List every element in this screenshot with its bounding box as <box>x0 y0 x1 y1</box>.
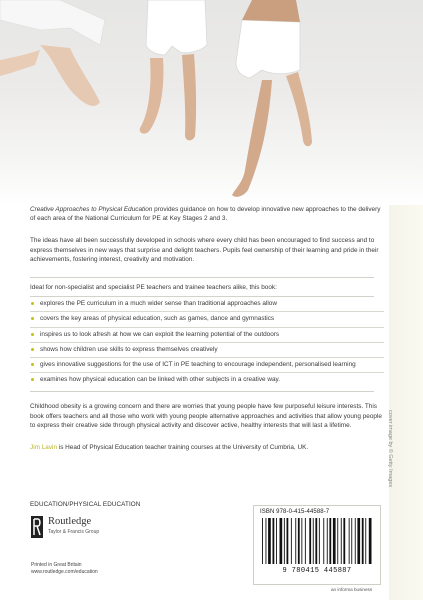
printed-line: Printed in Great Britain <box>31 562 82 568</box>
bullet-text: inspires us to look afresh at how we can exploit the learning potential of the outdoors <box>40 330 280 338</box>
author-bio-text: is Head of Physical Education teacher training courses at the University of Cumbria, UK. <box>57 444 309 452</box>
barcode-bar <box>329 518 331 564</box>
paragraph-2: The ideas have all been successfully developed in schools where every child has been encouraged to find success and to express themselves in new ways that surprise and delight teachers. Pupils feel ownership of their learning and pride in their achievements, fostering interest, creativity and motivation. <box>30 237 379 263</box>
publisher-group: Taylor & Francis Group <box>48 529 100 535</box>
divider <box>30 277 374 278</box>
back-cover-text <box>30 205 384 465</box>
barcode-bar <box>315 518 317 564</box>
barcode-bar <box>291 518 292 564</box>
publisher-name: Routledge <box>48 516 92 527</box>
publisher-logo <box>31 515 141 555</box>
barcode-bar <box>287 518 289 564</box>
barcode-bar <box>298 518 300 564</box>
barcode-bar <box>301 518 302 564</box>
intro-paragraph <box>30 205 384 223</box>
barcode-bar <box>262 518 263 564</box>
barcode-bar <box>327 518 328 564</box>
barcode-bar <box>343 518 345 564</box>
barcode-bar <box>362 518 364 564</box>
bullet-dot <box>31 317 34 320</box>
author-bio <box>30 443 384 452</box>
isbn-label: ISBN 978-0-415-44588-7 <box>260 509 330 515</box>
bullet-list <box>30 297 384 387</box>
barcode-bar <box>305 518 306 564</box>
barcode-bar <box>309 518 311 564</box>
list-item <box>30 297 384 312</box>
bullet-text: gives innovative suggestions for the use of ICT in PE teaching to encourage independent, personalised learning <box>40 361 356 369</box>
paragraph-3: Childhood obesity is a growing concern and there are worries that young people have few purposeful leisure interests. This book offers teachers and all those who work with young people alternative approaches and activities that allow young people to express their creative side through physical activity and discover active, healthy interests that will last a lifetime. <box>30 403 382 429</box>
bullet-dot <box>31 302 34 305</box>
cover-photo <box>0 0 423 205</box>
barcode-bar <box>273 518 275 564</box>
divider <box>30 391 374 392</box>
ideal-for-text: Ideal for non-specialist and specialist PE teachers and trainee teachers alike, this book: <box>30 284 277 292</box>
informa-tagline: an informa business <box>331 587 373 592</box>
publisher-url: www.routledge.com/education <box>31 568 98 575</box>
bullet-text: explores the PE curriculum in a much wider sense than traditional approaches allow <box>40 300 277 308</box>
barcode-bar <box>323 518 324 564</box>
barcode-bar <box>369 518 372 564</box>
barcode-bar <box>276 518 277 564</box>
barcode-bar <box>349 518 350 564</box>
list-item <box>30 328 384 343</box>
barcode-bar <box>266 518 267 564</box>
barcode-bar <box>313 518 314 564</box>
bullet-dot <box>31 363 34 366</box>
bullet-text: examines how physical education can be linked with other subjects in a creative way. <box>40 376 281 384</box>
printed-info <box>31 562 98 575</box>
barcode-bar <box>357 518 360 564</box>
barcode-icon <box>258 518 376 566</box>
list-item <box>30 373 384 387</box>
barcode-bar <box>280 518 283 564</box>
list-item <box>30 312 384 327</box>
list-item <box>30 343 384 358</box>
barcode-number: 9 780415 445887 <box>282 567 352 575</box>
book-title-italic: Creative Approaches to Physical Education <box>30 206 153 213</box>
bullet-dot <box>31 378 34 381</box>
author-name: Jim Lavin <box>30 444 57 452</box>
barcode-bar <box>268 518 271 564</box>
barcode-bar <box>337 518 338 564</box>
jumping-children-image <box>0 0 423 205</box>
barcode-bar <box>341 518 342 564</box>
barcode-bar <box>295 518 296 564</box>
bullet-text: shows how children use skills to express themselves creatively <box>40 345 218 353</box>
barcode-bar <box>319 518 320 564</box>
barcode-bar <box>365 518 366 564</box>
barcode-bar <box>355 518 356 564</box>
intro-text: provides guidance on how to develop innovative new approaches to the delivery of each area of the National Curriculum for PE at Key Stages 2 and 3. <box>30 206 381 223</box>
isbn-barcode-box <box>253 505 381 585</box>
barcode-bar <box>284 518 285 564</box>
barcode-bar <box>351 518 352 564</box>
bullet-text: covers the key areas of physical education, such as games, dance and gymnastics <box>40 315 275 323</box>
subject-category: EDUCATION/PHYSICAL EDUCATION <box>30 501 141 508</box>
bullet-dot <box>31 348 34 351</box>
routledge-logo-icon <box>31 516 43 538</box>
bullet-dot <box>31 333 34 336</box>
barcode-bar <box>333 518 336 564</box>
list-item <box>30 358 384 373</box>
photo-credit: cover image by © Getty Images <box>387 410 393 488</box>
